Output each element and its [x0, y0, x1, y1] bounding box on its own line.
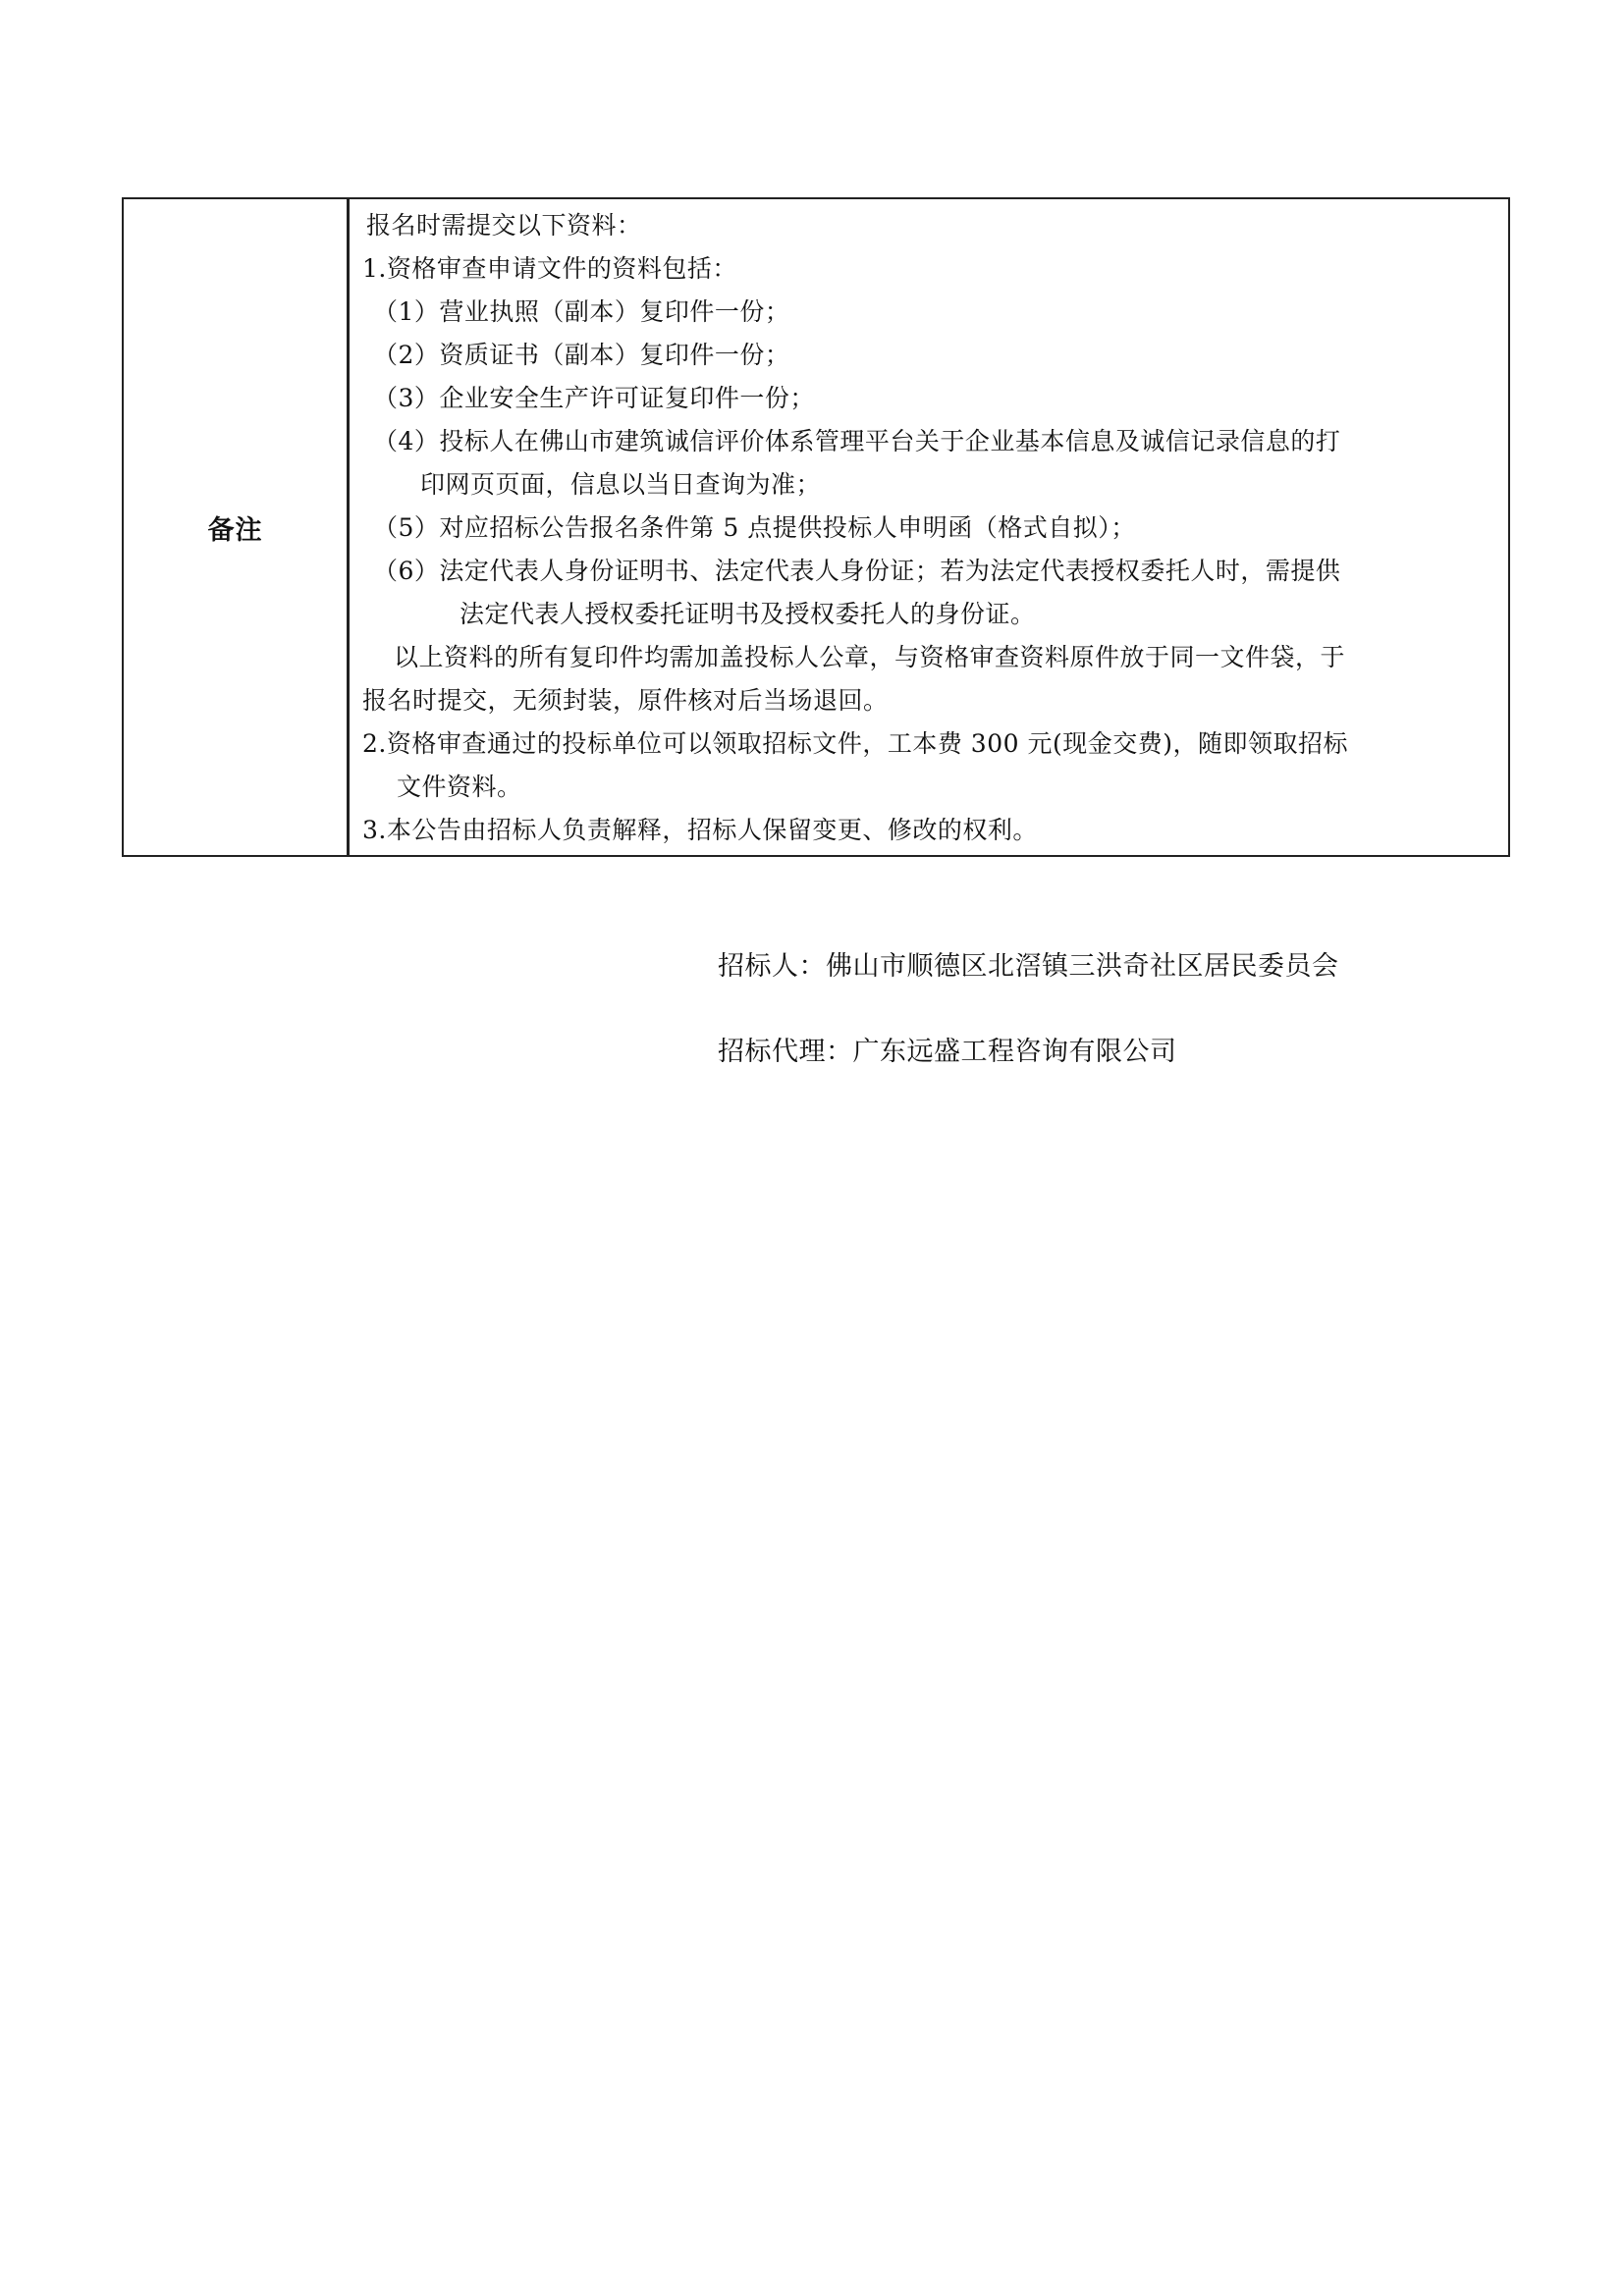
- notes-line: 法定代表人授权委托证明书及授权委托人的身份证。: [460, 600, 1036, 628]
- notes-line: 报名时需提交以下资料：: [366, 211, 642, 240]
- notes-line: 印网页页面，信息以当日查询为准；: [420, 470, 822, 499]
- notes-line: 2.资格审查通过的投标单位可以领取招标文件，工本费 300 元(现金交费)，随即领取招标: [362, 729, 1348, 758]
- notes-line: 1.资格审查申请文件的资料包括：: [362, 254, 737, 283]
- notes-line: 文件资料。: [397, 773, 522, 801]
- notes-line: （1）营业执照（副本）复印件一份；: [373, 297, 790, 326]
- notes-line: 报名时提交，无须封装，原件核对后当场退回。: [362, 686, 889, 715]
- notes-label: 备注: [207, 514, 263, 546]
- notes-line: 3.本公告由招标人负责解释，招标人保留变更、修改的权利。: [362, 816, 1038, 844]
- notes-line: （5）对应招标公告报名条件第 5 点提供投标人申明函（格式自拟）；: [373, 513, 1136, 542]
- notes-line: （6）法定代表人身份证明书、法定代表人身份证；若为法定代表授权委托人时，需提供: [373, 557, 1341, 585]
- notes-line: （3）企业安全生产许可证复印件一份；: [373, 384, 815, 412]
- notes-line: （2）资质证书（副本）复印件一份；: [373, 341, 790, 369]
- notes-label-cell: [124, 199, 350, 855]
- notes-line: （4）投标人在佛山市建筑诚信评价体系管理平台关于企业基本信息及诚信记录信息的打: [373, 427, 1341, 455]
- agent-signature: 招标代理：广东远盛工程咨询有限公司: [718, 1037, 1177, 1067]
- notes-table: [122, 197, 1510, 857]
- notes-content-cell: [350, 199, 1508, 855]
- notes-line: 以上资料的所有复印件均需加盖投标人公章，与资格审查资料原件放于同一文件袋，于: [394, 643, 1346, 671]
- tenderer-signature: 招标人：佛山市顺德区北滘镇三洪奇社区居民委员会: [718, 951, 1339, 982]
